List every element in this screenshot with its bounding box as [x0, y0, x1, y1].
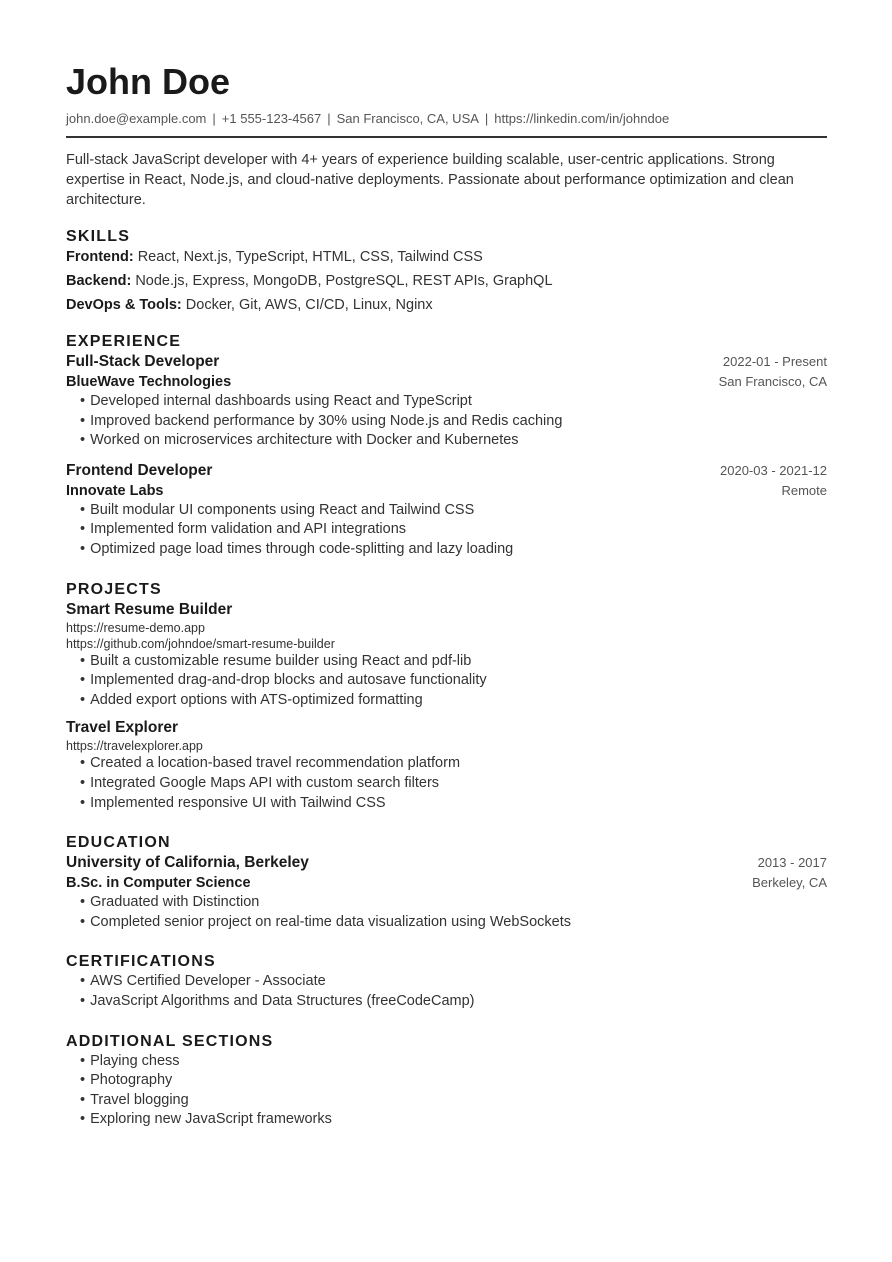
skills-section: [66, 227, 827, 315]
skill-label: Frontend:: [66, 249, 134, 265]
bullet-item: • Implemented drag-and-drop blocks and autosave functionality: [80, 671, 827, 691]
job-role: Full-Stack Developer: [66, 353, 220, 370]
skill-label: Backend:: [66, 273, 132, 289]
section-title-education: EDUCATION: [66, 834, 171, 852]
bullet-item: • Travel blogging: [80, 1091, 827, 1111]
section-title-experience: EXPERIENCE: [66, 333, 182, 350]
project-link[interactable]: https://resume-demo.app: [66, 620, 205, 635]
skill-line-backend: [66, 271, 827, 291]
section-title-projects: PROJECTS: [66, 580, 162, 598]
additional-section: [66, 1032, 827, 1130]
bullet-item: • Photography: [80, 1071, 827, 1091]
job-dates: 2022-01 - Present: [722, 354, 827, 369]
skill-line-devops: [66, 295, 827, 315]
job-company: Innovate Labs: [66, 482, 164, 499]
resume-header: [66, 60, 827, 138]
skill-value: Node.js, Express, MongoDB, PostgreSQL, REST APIs, GraphQL: [135, 273, 553, 289]
bullet-item: • AWS Certified Developer - Associate: [80, 972, 827, 992]
bullet-item: • Built modular UI components using React and Tailwind CSS: [80, 501, 827, 521]
certification-bullets: [66, 972, 827, 1011]
project-entry: [66, 600, 827, 711]
job-dates: 2020-03 - 2021-12: [720, 462, 827, 478]
bullet-item: • JavaScript Algorithms and Data Structures (freeCodeCamp): [80, 992, 827, 1012]
summary-text: Full-stack JavaScript developer with 4+ years of experience building scalable, user-centric applications. Strong expertise in React, Node.js, and cloud-native deployments. Passionate about performance optimization and clean architecture.: [66, 152, 794, 208]
contact-separator: |: [327, 111, 331, 126]
job-bullets: [66, 392, 827, 451]
contact-location: San Francisco, CA, USA: [336, 111, 479, 126]
project-bullets: [66, 754, 827, 813]
project-links: [66, 738, 827, 754]
contact-email[interactable]: john.doe@example.com: [66, 111, 207, 126]
bullet-item: • Implemented form validation and API integrations: [80, 520, 827, 540]
job-company: BlueWave Technologies: [66, 374, 232, 390]
experience-entry: [66, 352, 827, 451]
bullet-item: • Completed senior project on real-time data visualization using WebSockets: [80, 913, 827, 933]
project-name: Travel Explorer: [66, 719, 179, 737]
contact-separator: |: [484, 111, 489, 126]
bullet-item: • Playing chess: [80, 1052, 827, 1072]
job-location: San Francisco, CA: [718, 374, 827, 389]
skill-value: Docker, Git, AWS, CI/CD, Linux, Nginx: [185, 297, 433, 313]
section-title-additional: ADDITIONAL SECTIONS: [66, 1032, 274, 1050]
project-bullets: [66, 652, 827, 711]
section-title-certifications: CERTIFICATIONS: [66, 953, 216, 971]
contact-separator: |: [212, 111, 216, 126]
experience-section: [66, 332, 827, 560]
project-links: [66, 620, 827, 652]
bullet-item: • Integrated Google Maps API with custom search filters: [80, 774, 827, 794]
bullet-item: • Built a customizable resume builder using React and pdf-lib: [80, 652, 827, 672]
project-name: Smart Resume Builder: [66, 600, 233, 618]
job-bullets: [66, 501, 827, 560]
skill-label: DevOps & Tools:: [66, 297, 182, 313]
bullet-item: • Exploring new JavaScript frameworks: [80, 1110, 827, 1130]
experience-entry: [66, 461, 827, 560]
project-link[interactable]: https://travelexplorer.app: [66, 739, 203, 754]
job-location: Remote: [781, 482, 827, 498]
skill-line-frontend: [66, 247, 827, 267]
contact-line: [66, 110, 827, 138]
skill-value: React, Next.js, TypeScript, HTML, CSS, Tailwind CSS: [137, 249, 483, 265]
education-entry: [66, 853, 827, 932]
projects-section: [66, 580, 827, 814]
bullet-item: • Created a location-based travel recommendation platform: [80, 754, 827, 774]
education-section: [66, 833, 827, 932]
bullet-item: • Implemented responsive UI with Tailwind CSS: [80, 794, 827, 814]
section-title-skills: SKILLS: [66, 228, 131, 245]
education-dates: 2013 - 2017: [757, 855, 827, 871]
job-role: Frontend Developer: [66, 461, 213, 479]
education-location: Berkeley, CA: [752, 875, 827, 891]
certifications-section: [66, 952, 827, 1011]
school-name: University of California, Berkeley: [66, 854, 309, 872]
project-link[interactable]: https://github.com/johndoe/smart-resume-builder: [66, 636, 335, 651]
candidate-name: John Doe: [66, 61, 231, 102]
bullet-item: • Improved backend performance by 30% using Node.js and Redis caching: [80, 412, 827, 432]
education-bullets: [66, 893, 827, 932]
project-entry: [66, 718, 827, 813]
additional-bullets: [66, 1052, 827, 1130]
bullet-item: • Developed internal dashboards using React and TypeScript: [80, 392, 827, 412]
bullet-item: • Added export options with ATS-optimized formatting: [80, 691, 827, 711]
contact-linkedin[interactable]: https://linkedin.com/in/johndoe: [494, 111, 670, 126]
contact-phone[interactable]: +1 555-123-4567: [221, 111, 322, 126]
bullet-item: • Graduated with Distinction: [80, 893, 827, 913]
degree-name: B.Sc. in Computer Science: [66, 875, 251, 892]
bullet-item: • Worked on microservices architecture with Docker and Kubernetes: [80, 431, 827, 451]
bullet-item: • Optimized page load times through code-splitting and lazy loading: [80, 540, 827, 560]
